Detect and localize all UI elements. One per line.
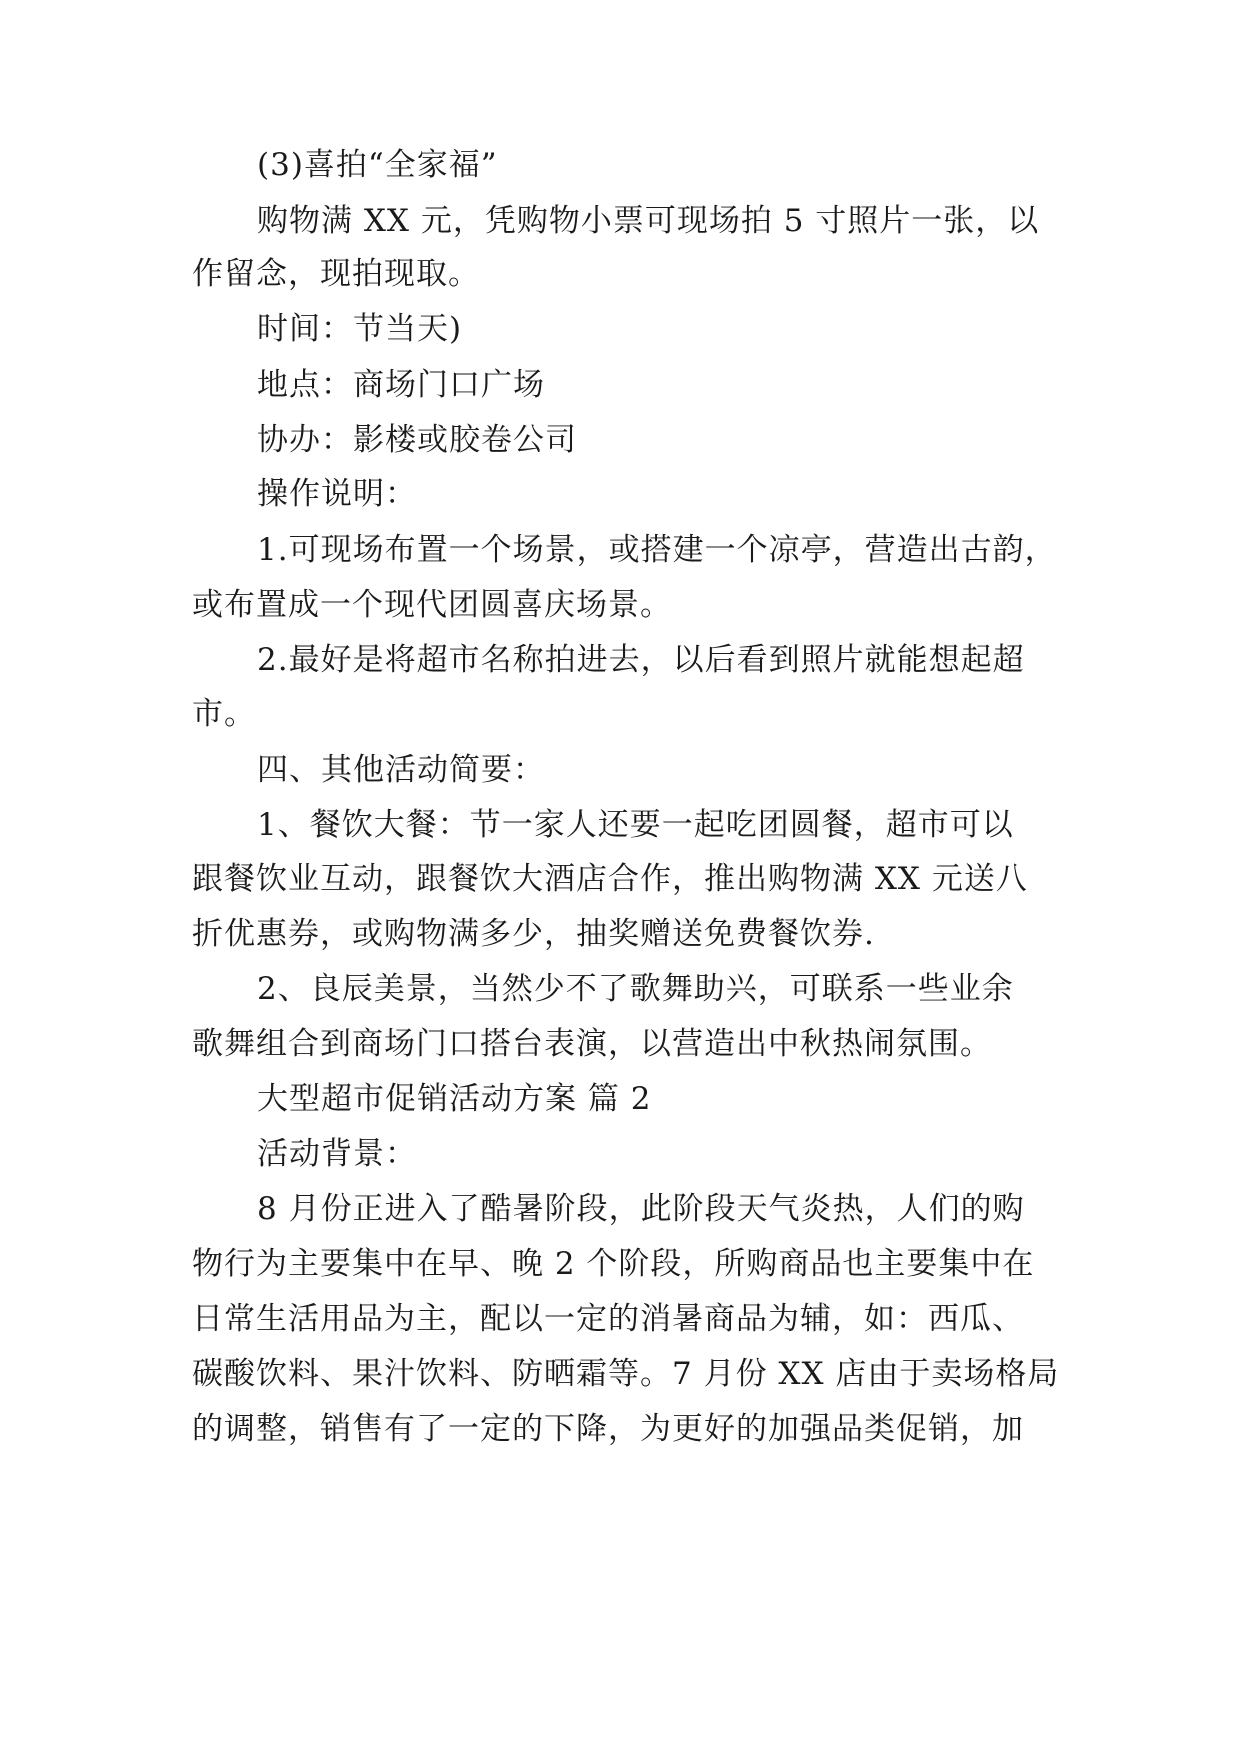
- paragraph-heading-photo: (3)喜拍“全家福”: [257, 147, 498, 183]
- text-line: 2、良辰美景，当然少不了歌舞助兴，可联系一些业余: [257, 971, 1014, 1007]
- text-line: 的调整，销售有了一定的下降，为更好的加强品类促销，加: [192, 1411, 1024, 1447]
- section-heading-other-activities: 四、其他活动简要：: [257, 752, 545, 788]
- text-line: 2.最好是将超市名称拍进去，以后看到照片就能想起超: [257, 642, 1025, 678]
- text-line: 碳酸饮料、果汁饮料、防晒霜等。7 月份 XX 店由于卖场格局: [192, 1356, 1060, 1392]
- text-line: 折优惠券，或购物满多少，抽奖赠送免费餐饮券.: [192, 916, 875, 952]
- section-title-part-2: 大型超市促销活动方案 篇 2: [257, 1081, 652, 1117]
- text-line: 8 月份正进入了酷暑阶段，此阶段天气炎热，人们的购: [257, 1191, 1025, 1227]
- text-line: 市。: [192, 696, 256, 732]
- text-line: 作留念，现拍现取。: [192, 256, 480, 292]
- text-line: 或布置成一个现代团圆喜庆场景。: [192, 587, 672, 623]
- text-line: 物行为主要集中在早、晚 2 个阶段，所购商品也主要集中在: [192, 1246, 1035, 1282]
- text-line-background-heading: 活动背景：: [257, 1136, 417, 1172]
- text-line-location: 地点：商场门口广场: [257, 367, 545, 403]
- text-line: 跟餐饮业互动，跟餐饮大酒店合作，推出购物满 XX 元送八: [192, 861, 1028, 897]
- text-line-instructions: 操作说明：: [257, 476, 417, 512]
- text-line: 歌舞组合到商场门口搭台表演，以营造出中秋热闹氛围。: [192, 1026, 992, 1062]
- text-line-coorganizer: 协办：影楼或胶卷公司: [257, 422, 577, 458]
- text-line: 1、餐饮大餐：节一家人还要一起吃团圆餐，超市可以: [257, 807, 1014, 843]
- text-line: 1.可现场布置一个场景，或搭建一个凉亭，营造出古韵，: [257, 532, 1057, 568]
- text-line: 购物满 XX 元，凭购物小票可现场拍 5 寸照片一张，以: [257, 203, 1040, 239]
- text-line-time: 时间：节当天): [257, 311, 463, 347]
- text-line: 日常生活用品为主，配以一定的消暑商品为辅，如：西瓜、: [192, 1301, 1024, 1337]
